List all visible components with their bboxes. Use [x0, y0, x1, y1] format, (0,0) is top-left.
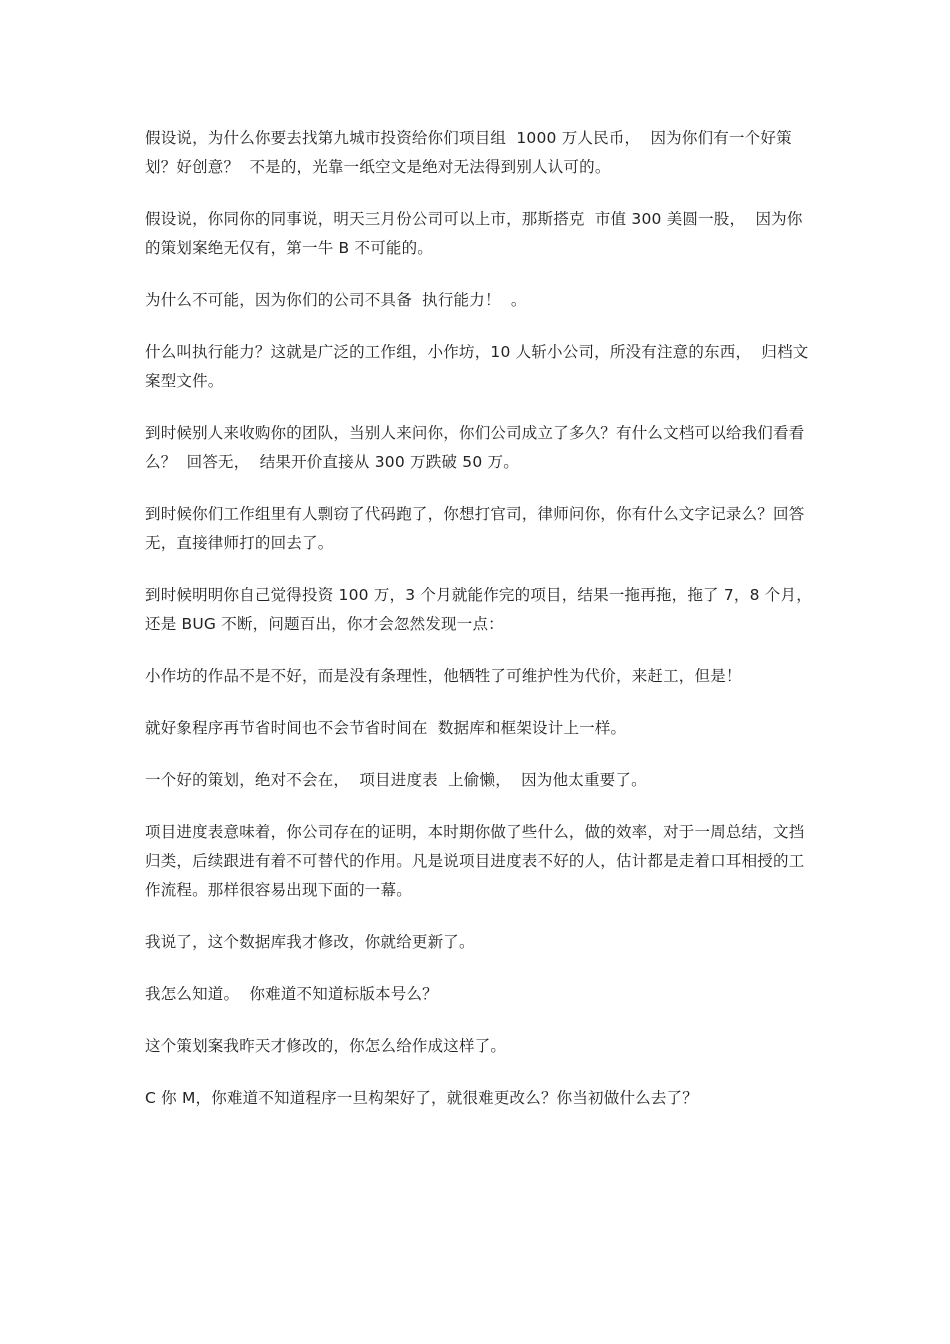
paragraph-12: 我说了，这个数据库我才修改，你就给更新了。 [145, 933, 475, 951]
paragraph-14: 这个策划案我昨天才修改的，你怎么给作成这样了。 [145, 1037, 507, 1055]
paragraph-6: 到时候你们工作组里有人剽窃了代码跑了，你想打官司，律师问你，你有什么文字记录么？回答无，直接律师打的回去了。 [145, 505, 805, 552]
paragraph-7: 到时候明明你自己觉得投资 100 万，3 个月就能作完的项目，结果一拖再拖，拖了 7，8 个月，还是 BUG 不断，问题百出，你才会忽然发现一点： [145, 586, 812, 633]
paragraph-5: 到时候别人来收购你的团队，当别人来问你，你们公司成立了多久？有什么文档可以给我们看看么？ 回答无， 结果开价直接从 300 万跌破 50 万。 [145, 424, 805, 471]
paragraph-2: 假设说，你同你的同事说，明天三月份公司可以上市，那斯搭克 市值 300 美圆一股， 因为你的策划案绝无仅有，第一牛 B 不可能的。 [145, 210, 803, 257]
paragraph-13: 我怎么知道。 你难道不知道标版本号么？ [145, 985, 438, 1003]
paragraph-1: 假设说，为什么你要去找第九城市投资给你们项目组 1000 万人民币， 因为你们有一个好策划？好创意？ 不是的，光靠一纸空文是绝对无法得到别人认可的。 [145, 129, 792, 176]
paragraph-10: 一个好的策划，绝对不会在， 项目进度表 上偷懒， 因为他太重要了。 [145, 771, 647, 789]
paragraph-15: C 你 M，你难道不知道程序一旦构架好了，就很难更改么？你当初做什么去了？ [145, 1089, 698, 1107]
paragraph-9: 就好象程序再节省时间也不会节省时间在 数据库和框架设计上一样。 [145, 719, 627, 737]
paragraph-11: 项目进度表意味着，你公司存在的证明，本时期你做了些什么，做的效率，对于一周总结，文挡归类，后续跟进有着不可替代的作用。凡是说项目进度表不好的人，估计都是走着口耳相授的工作流程。那样很容易出现下面的一幕。 [145, 823, 805, 899]
document-body [145, 124, 815, 1136]
paragraph-8: 小作坊的作品不是不好，而是没有条理性，他牺牲了可维护性为代价，来赶工，但是！ [145, 667, 742, 685]
paragraph-4: 什么叫执行能力？这就是广泛的工作组，小作坊，10 人斩小公司，所没有注意的东西， 归档文案型文件。 [145, 343, 809, 390]
paragraph-3: 为什么不可能，因为你们的公司不具备 执行能力！ 。 [145, 291, 527, 309]
